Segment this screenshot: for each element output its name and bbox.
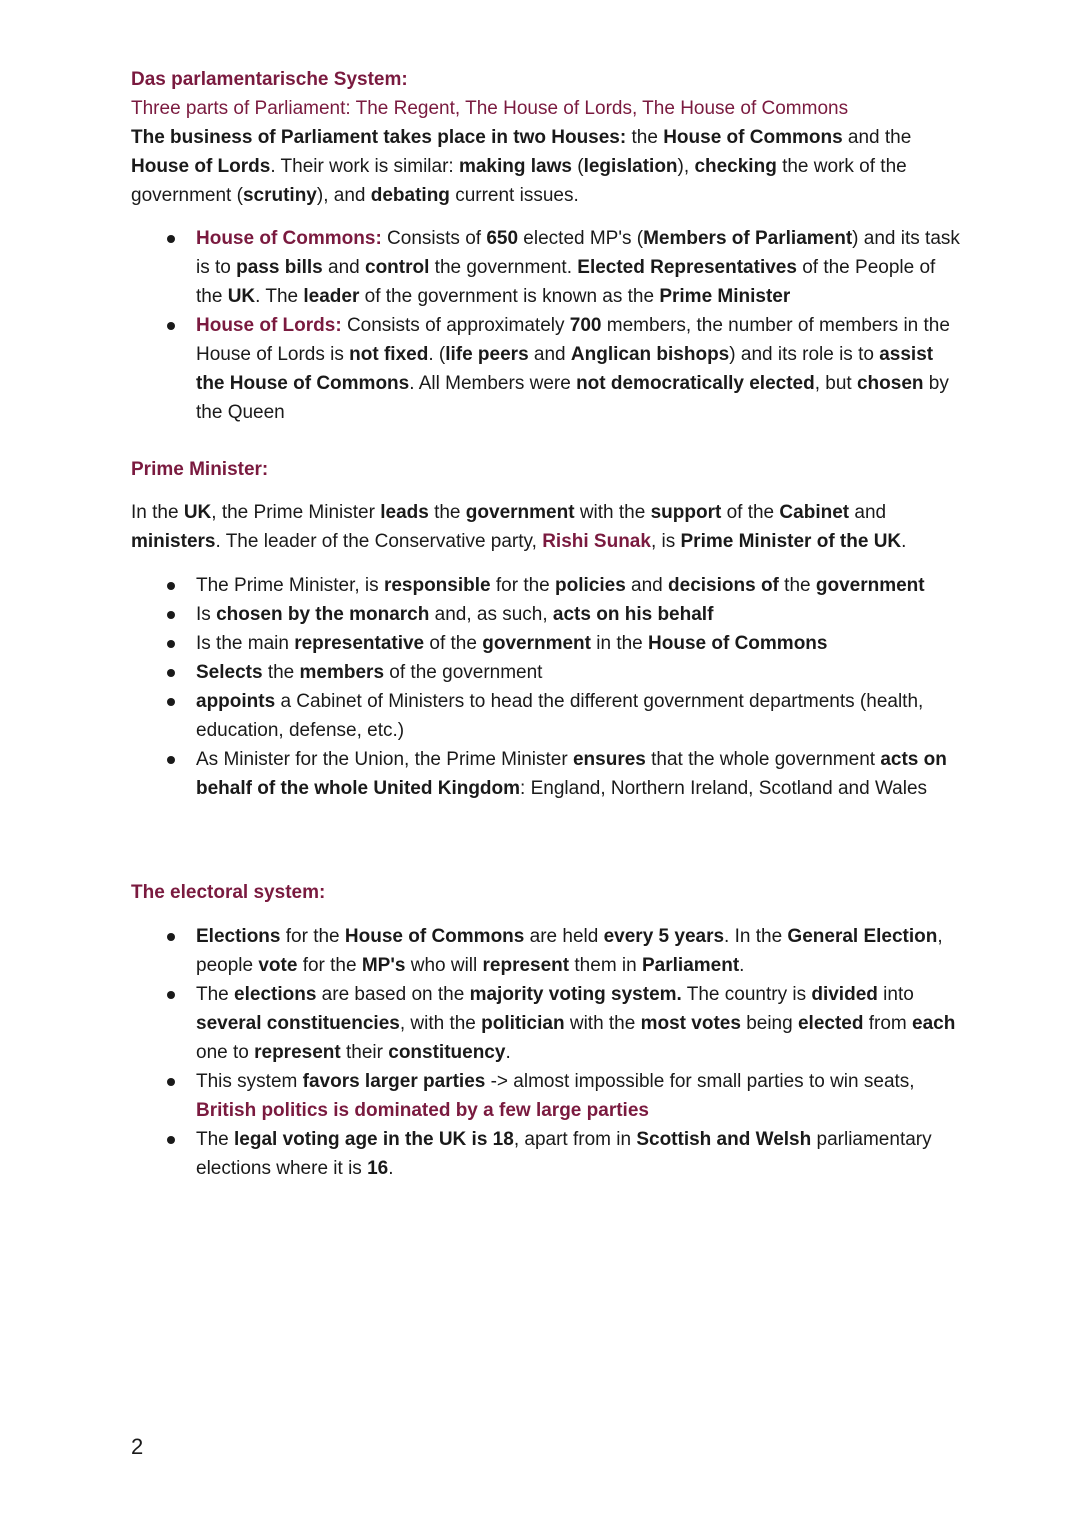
emphasis-text: vote — [258, 955, 298, 976]
emphasis-text: Members of Parliament — [643, 228, 853, 249]
emphasis-text: appoints — [196, 691, 276, 712]
emphasis-text: every 5 years — [603, 926, 725, 947]
emphasis-text: members — [299, 662, 385, 683]
text-run: of the — [721, 502, 780, 523]
text-run: for the — [490, 575, 556, 596]
text-run: Consists of — [381, 228, 487, 249]
text-run: , the Prime Minister — [211, 502, 381, 523]
bullet-list — [131, 224, 961, 427]
text-run: . ( — [428, 344, 446, 365]
emphasis-text: elected — [797, 1013, 864, 1034]
text-run: , people — [196, 926, 943, 976]
emphasis-text: ensures — [572, 749, 646, 770]
text-run: . — [739, 955, 745, 976]
emphasis-text: MP's — [361, 955, 406, 976]
emphasis-text: divided — [811, 984, 878, 1005]
text-run: who will — [405, 955, 483, 976]
text-run: the — [428, 502, 466, 523]
list-item — [131, 687, 961, 745]
emphasis-text: General Election — [787, 926, 938, 947]
bullet-list — [131, 571, 961, 803]
emphasis-text: politician — [481, 1013, 565, 1034]
emphasis-text: House of Commons — [663, 127, 843, 148]
text-run: The Prime Minister, is — [196, 575, 384, 596]
emphasis-text: making laws — [458, 156, 572, 177]
text-run: ) and its task is to — [196, 228, 960, 278]
emphasis-text: House of Commons — [344, 926, 525, 947]
bullet-icon — [167, 756, 175, 764]
list-item — [131, 1125, 961, 1183]
emphasis-text: debating — [370, 185, 450, 206]
text-run: . — [901, 531, 907, 552]
section-subheading: Three parts of Parliament: The Regent, The House of Lords, The House of Commons — [131, 98, 849, 119]
emphasis-text: government — [482, 633, 591, 654]
text-run: This system — [196, 1071, 303, 1092]
emphasis-text: Selects — [196, 662, 263, 683]
text-run: . Their work is similar: — [270, 156, 459, 177]
text-run: , but — [814, 373, 857, 394]
emphasis-text: Anglican bishops — [570, 344, 730, 365]
section-electoral-system — [131, 878, 961, 1183]
emphasis-text: decisions of — [668, 575, 779, 596]
text-run: that the whole government — [645, 749, 881, 770]
list-item — [131, 1067, 961, 1125]
text-run: Is the main — [196, 633, 295, 654]
emphasis-text: Parliament — [642, 955, 740, 976]
emphasis-text: majority voting system. — [469, 984, 682, 1005]
emphasis-text: not fixed — [349, 344, 429, 365]
section-parliamentary-system — [131, 65, 961, 427]
text-run: the — [778, 575, 816, 596]
emphasis-text: Scottish and Welsh — [636, 1129, 812, 1150]
text-run: one to — [196, 1042, 255, 1063]
emphasis-text: government — [815, 575, 925, 596]
emphasis-text: Rishi Sunak — [542, 531, 651, 552]
emphasis-text: acts on behalf of the whole United Kingdom — [196, 749, 947, 799]
text-run: ( — [571, 156, 584, 177]
emphasis-text: Elected Representatives — [577, 257, 797, 278]
emphasis-text: chosen by the monarch — [216, 604, 430, 625]
text-run: are held — [524, 926, 604, 947]
text-run: , is — [650, 531, 681, 552]
emphasis-text: leads — [380, 502, 429, 523]
text-run: a Cabinet of Ministers to head the different government departments (health, education, defense, etc.) — [196, 691, 924, 741]
text-run: are based on the — [316, 984, 470, 1005]
emphasis-text: constituency — [388, 1042, 506, 1063]
bullet-icon — [167, 698, 175, 706]
text-run: the — [626, 127, 664, 148]
text-run: being — [740, 1013, 798, 1034]
text-run: and — [849, 502, 887, 523]
bullet-icon — [167, 991, 175, 999]
text-run: the — [262, 662, 300, 683]
text-run: for the — [280, 926, 345, 947]
emphasis-text: represent — [482, 955, 570, 976]
emphasis-text: ministers — [131, 531, 216, 552]
text-run: the government. — [429, 257, 578, 278]
emphasis-text: assist the House of Commons — [196, 344, 934, 394]
emphasis-text: favors larger parties — [302, 1071, 486, 1092]
list-item — [131, 571, 961, 600]
emphasis-text: each — [912, 1013, 956, 1034]
emphasis-text: legislation — [583, 156, 678, 177]
text-run: and — [528, 344, 571, 365]
text-run: with the — [564, 1013, 641, 1034]
text-run: of the government — [384, 662, 543, 683]
emphasis-text: elections — [234, 984, 317, 1005]
section-prime-minister — [131, 455, 961, 803]
bullet-icon — [167, 933, 175, 941]
list-item — [131, 629, 961, 658]
text-run: In the — [131, 502, 184, 523]
text-run: into — [877, 984, 914, 1005]
list-item — [131, 922, 961, 980]
text-run: . All Members were — [409, 373, 577, 394]
emphasis-text: scrutiny — [242, 185, 317, 206]
text-run: -> almost impossible for small parties to win seats, — [485, 1071, 915, 1092]
emphasis-text: chosen — [856, 373, 924, 394]
text-run: them in — [569, 955, 642, 976]
text-run: The — [196, 984, 235, 1005]
list-item — [131, 658, 961, 687]
bullet-icon — [167, 1136, 175, 1144]
emphasis-text: legal voting age in the UK is 18 — [234, 1129, 514, 1150]
emphasis-text: British politics is dominated by a few large parties — [196, 1100, 649, 1121]
list-item — [131, 311, 961, 427]
text-run: and the — [842, 127, 912, 148]
emphasis-text: several constituencies — [196, 1013, 400, 1034]
text-run: of the — [424, 633, 483, 654]
text-run: ), and — [316, 185, 371, 206]
emphasis-text: House of Lords: — [196, 315, 342, 336]
emphasis-text: UK — [183, 502, 212, 523]
text-run: the work of the government ( — [131, 156, 907, 206]
page-number: 2 — [131, 1434, 144, 1459]
emphasis-text: Prime Minister of the UK — [680, 531, 902, 552]
emphasis-text: checking — [694, 156, 777, 177]
section-intro — [131, 123, 961, 210]
text-run: their — [340, 1042, 389, 1063]
text-run: ) and its role is to — [729, 344, 880, 365]
text-run: for the — [297, 955, 362, 976]
bullet-icon — [167, 582, 175, 590]
section-heading: The electoral system: — [131, 882, 326, 903]
emphasis-text: not democratically elected — [576, 373, 815, 394]
text-run: . The leader of the Conservative party, — [215, 531, 543, 552]
text-run: Is — [196, 604, 217, 625]
emphasis-text: life peers — [445, 344, 529, 365]
section-heading: Das parlamentarische System: — [131, 69, 408, 90]
text-run: elected MP's ( — [518, 228, 644, 249]
text-run: The — [196, 1129, 235, 1150]
text-run: and, as such, — [429, 604, 553, 625]
text-run: The country is — [681, 984, 812, 1005]
emphasis-text: control — [365, 257, 430, 278]
emphasis-text: represent — [254, 1042, 341, 1063]
bullet-icon — [167, 322, 175, 330]
emphasis-text: support — [650, 502, 722, 523]
emphasis-text: policies — [555, 575, 626, 596]
text-run: and — [625, 575, 669, 596]
emphasis-text: 650 — [486, 228, 519, 249]
emphasis-text: responsible — [383, 575, 491, 596]
text-run: ), — [677, 156, 695, 177]
text-run: current issues. — [449, 185, 579, 206]
bullet-icon — [167, 669, 175, 677]
bullet-icon — [167, 611, 175, 619]
emphasis-text: House of Commons — [648, 633, 828, 654]
emphasis-text: pass bills — [236, 257, 323, 278]
emphasis-text: 16 — [367, 1158, 389, 1179]
text-run: of the government is known as the — [359, 286, 660, 307]
section-intro — [131, 498, 961, 556]
text-run: parliamentary elections where it is — [196, 1129, 932, 1179]
emphasis-text: House of Lords — [131, 156, 271, 177]
bullet-icon — [167, 235, 175, 243]
text-run: , apart from in — [513, 1129, 637, 1150]
text-run: . — [505, 1042, 511, 1063]
text-run: by the Queen — [196, 373, 949, 423]
emphasis-text: Cabinet — [779, 502, 850, 523]
text-run: with the — [574, 502, 651, 523]
text-run: , with the — [399, 1013, 482, 1034]
bullet-icon — [167, 640, 175, 648]
text-run: of the People of the — [196, 257, 936, 307]
text-run: members, the number of members in the House of Lords is — [196, 315, 950, 365]
emphasis-text: acts on his behalf — [552, 604, 714, 625]
emphasis-text: leader — [303, 286, 360, 307]
emphasis-text: UK — [227, 286, 256, 307]
emphasis-text: representative — [294, 633, 425, 654]
list-item — [131, 600, 961, 629]
text-run: from — [863, 1013, 913, 1034]
bullet-list — [131, 922, 961, 1183]
section-heading: Prime Minister: — [131, 459, 269, 480]
emphasis-text: House of Commons: — [196, 228, 382, 249]
text-run: . — [388, 1158, 394, 1179]
text-run: Consists of approximately — [341, 315, 570, 336]
text-run: and — [322, 257, 365, 278]
emphasis-text: The business of Parliament takes place in two Houses: — [131, 127, 627, 148]
list-item — [131, 745, 961, 803]
emphasis-text: government — [465, 502, 575, 523]
list-item — [131, 224, 961, 311]
text-run: in the — [590, 633, 649, 654]
text-run: . In the — [724, 926, 788, 947]
text-run: As Minister for the Union, the Prime Minister — [196, 749, 573, 770]
emphasis-text: Elections — [196, 926, 281, 947]
bullet-icon — [167, 1078, 175, 1086]
emphasis-text: most votes — [640, 1013, 741, 1034]
emphasis-text: 700 — [569, 315, 602, 336]
text-run: . The — [255, 286, 304, 307]
list-item — [131, 980, 961, 1067]
text-run: : England, Northern Ireland, Scotland and Wales — [520, 778, 928, 799]
emphasis-text: Prime Minister — [659, 286, 791, 307]
